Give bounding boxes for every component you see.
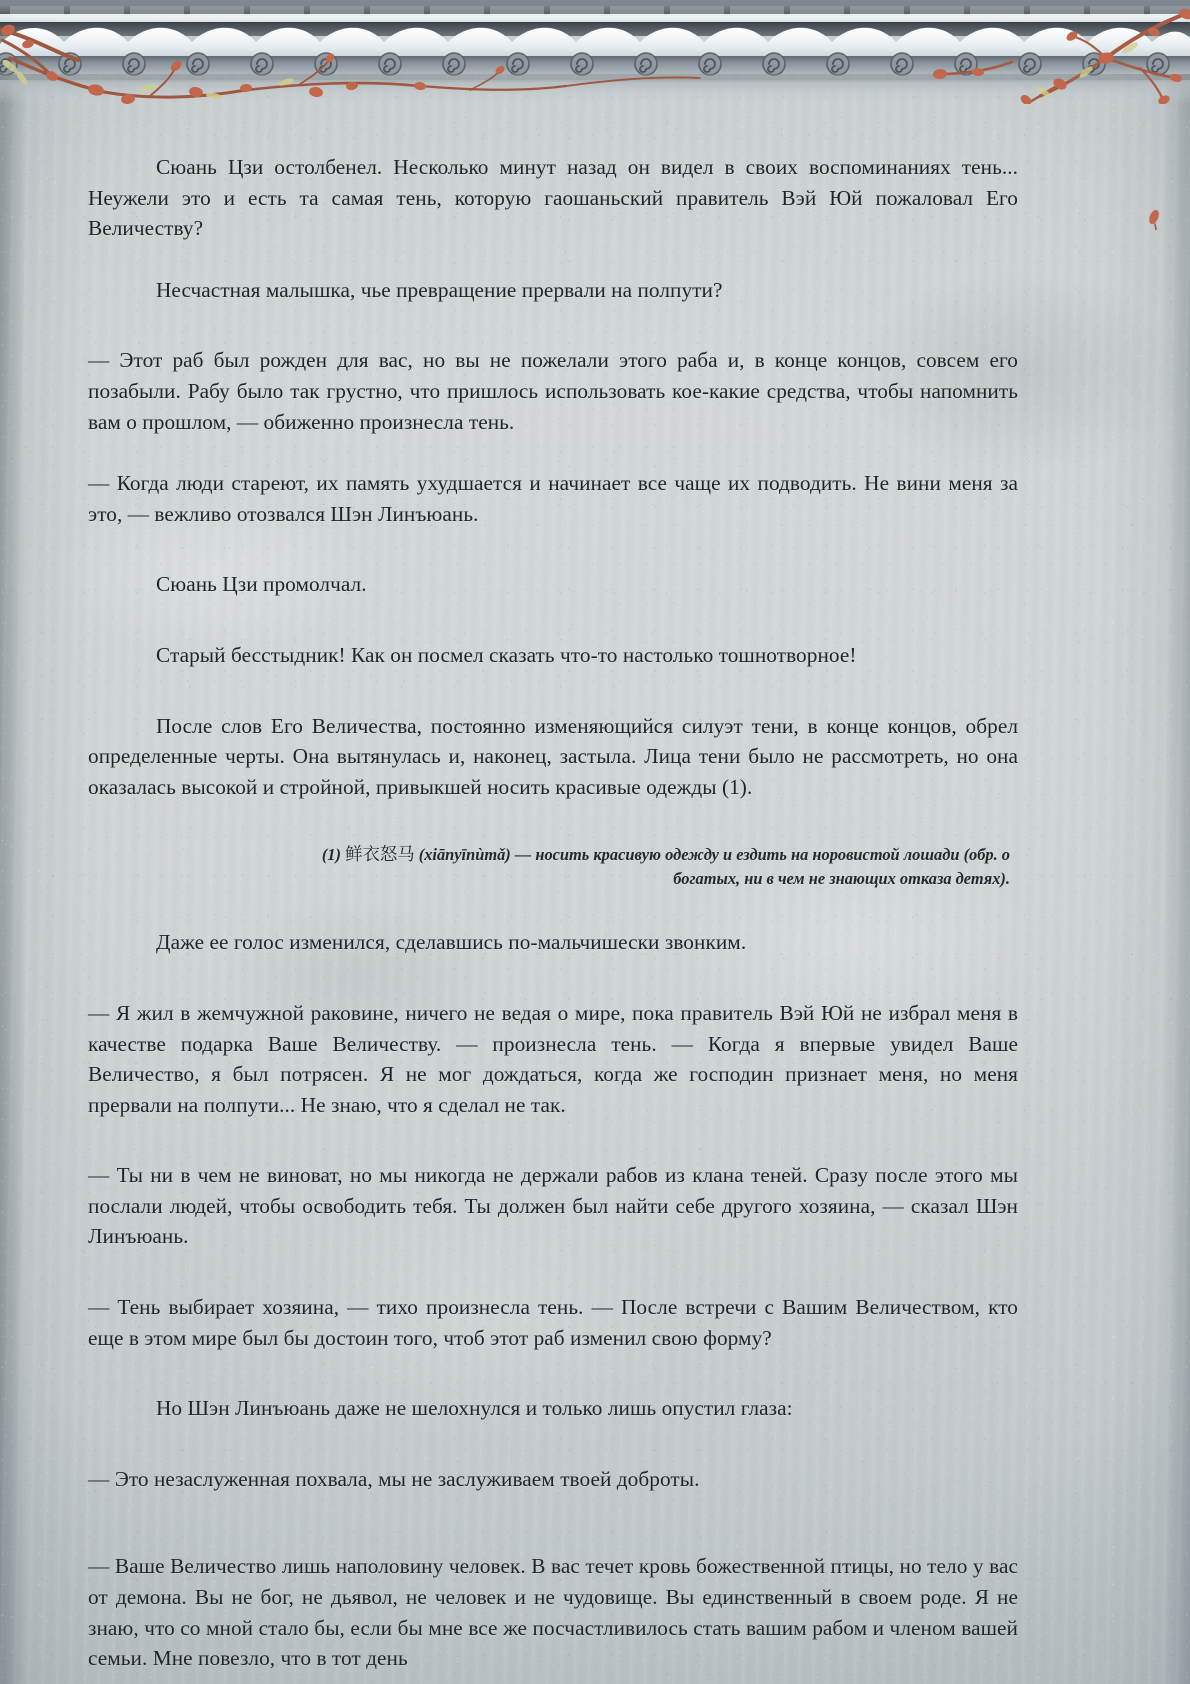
paragraph: Несчастная малышка, чье превращение прервали на полпути? <box>156 277 723 302</box>
story-text-column <box>88 152 1018 1684</box>
paragraph: После слов Его Величества, постоянно изменяющийся силуэт тени, в конце концов, обрел определенные черты. Она вытянулась и, наконец, застыла. Лица тени было не рассмотреть, но она оказалась высокой и стройной, привыкшей носить красивые одежды (1). <box>88 713 1018 799</box>
footnote-marker: (1) <box>321 845 341 865</box>
paragraph: — Это незаслуженная похвала, мы не заслуживаем твоей доброты. <box>88 1466 700 1491</box>
footnote-gloss: носить красивую одежду и ездить на норовистой лошади <box>535 845 960 865</box>
footnote-pinyin: (xiānyīnùmǎ) <box>418 845 511 865</box>
roof-tile-border-decoration <box>0 0 1190 104</box>
paragraph: Даже ее голос изменился, сделавшись по-мальчишески звонким. <box>156 930 747 955</box>
footnote <box>88 842 1018 891</box>
plum-bud-right-margin <box>1147 208 1161 230</box>
paragraph: Но Шэн Линъюань даже не шелохнулся и только лишь опустил глаза: <box>156 1396 793 1421</box>
paragraph: — Ты ни в чем не виноват, но мы никогда не держали рабов из клана теней. Сразу после этого мы послали людей, чтобы освободить тебя. Ты должен был найти себе другого хозяина, — сказал Шэн Линъюань. <box>88 1163 1018 1249</box>
paragraph: Старый бесстыдник! Как он посмел сказать что-то настолько тошнотворное! <box>156 642 857 667</box>
footnote-dash: — <box>514 845 532 865</box>
paragraph: — Когда люди стареют, их память ухудшается и начинает все чаще их подводить. Не вини меня за это, — вежливо отозвался Шэн Линъюань. <box>88 471 1018 526</box>
paragraph: — Тень выбирает хозяина, — тихо произнесла тень. — После встречи с Вашим Величеством, кто еще в этом мире был бы достоин того, чтоб этот раб изменил свою форму? <box>88 1295 1018 1350</box>
paragraph: — Этот раб был рожден для вас, но вы не пожелали этого раба и, в конце концов, совсем его позабыли. Рабу было так грустно, что пришлось использовать кое-какие средства, чтобы напомнить вам о прошлом, — обиженно произнесла тень. <box>88 348 1018 434</box>
footnote-gloss-second-line: (обр. о богатых, ни в чем не знающих отказа детях). <box>673 845 1010 889</box>
paragraph: — Ваше Величество лишь наполовину человек. В вас течет кровь божественной птицы, но тело у вас от демона. Вы не бог, не дьявол, не человек и не чудовище. Вы единственный в своем роде. Я не знаю, что со мной стало бы, если бы мне все же посчастливилось стать вашим рабом и членом вашей семьи. Мне повезло, что в тот день <box>88 1554 1018 1671</box>
footnote-hanzi: 鲜衣怒马 <box>345 844 415 865</box>
paragraph: — Я жил в жемчужной раковине, ничего не ведая о мире, пока правитель Вэй Юй не избрал меня в качестве подарка Ваше Величеству. — произнесла тень. — Когда я впервые увидел Ваше Величество, я был потрясен. Я не мог дождаться, когда же господин признает меня, но меня прервали на полпути... Не знаю, что я сделал не так. <box>88 1000 1018 1117</box>
plum-bud-icon <box>1147 208 1161 230</box>
roof-tile-svg <box>0 0 1190 104</box>
paragraph: Сюань Цзи остолбенел. Несколько минут назад он видел в своих воспоминаниях тень... Неужели это и есть та самая тень, которую гаошаньский правитель Вэй Юй пожаловал Его Величеству? <box>88 155 1018 241</box>
paragraph: Сюань Цзи промолчал. <box>156 572 367 597</box>
